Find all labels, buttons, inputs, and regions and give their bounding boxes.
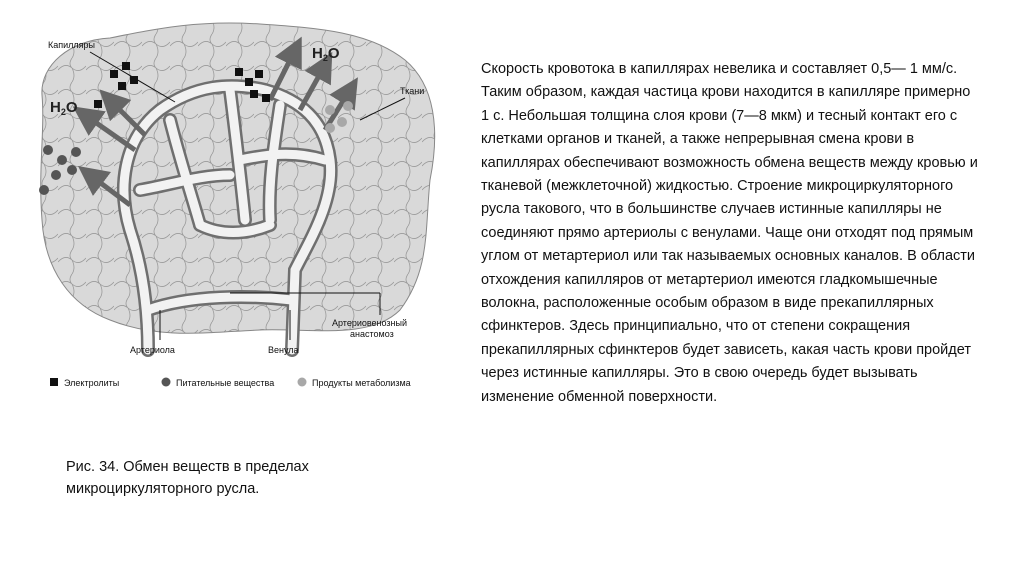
- legend-electrolyte-swatch: [50, 378, 58, 386]
- legend-nutrients: Питательные вещества: [176, 378, 275, 388]
- legend-nutrient-swatch: [162, 378, 171, 387]
- label-arteriole: Артериола: [130, 345, 175, 355]
- legend-electrolytes: Электролиты: [64, 378, 120, 388]
- figure-illustration: [30, 10, 445, 395]
- figure-caption: Рис. 34. Обмен веществ в пределах микроциркуляторного русла.: [66, 459, 309, 497]
- h2o-label-left: $H_2O$: [50, 99, 78, 117]
- label-capillaries: Капилляры: [48, 40, 95, 50]
- label-av-anastomosis-1: Артериовенозный: [332, 318, 408, 328]
- label-venule: Венула: [268, 345, 299, 355]
- microcirculation-figure: [30, 10, 445, 395]
- h2o-label-top: $H_2O$: [312, 45, 340, 63]
- legend-metabolism-products: Продукты метаболизма: [312, 378, 411, 388]
- body-text: [481, 58, 981, 409]
- body-paragraph: Скорость кровотока в капиллярах невелика и составляет 0,5— 1 мм/с. Таким образом, каждая частица крови находится в капилляре примерно 1 с. Небольшая толщина слоя крови (7—8 мкм) и тесный контакт его с клетками органов и тканей, а также непрерывная смена крови в капиллярах обеспечивают возможность обмена веществ между кровью и тканевой (межклеточной) жидкостью. Строение микроциркуляторного русла такового, что в большинстве случаев истинные капилляры не соединяют прямо артериолы с венулами. Чаще они отходят под прямым углом от метартериол или так называемых основных каналов. В области отхождения капилляров от метартериол имеются гладкомышечные волокна, расположенные особым образом в виде прекапиллярных сфинктеров. Здесь принципиально, что от степени сокращения прекапиллярных сфинктеров будет зависеть, какая часть крови пройдет через истинные капилляры. Это в свою очередь будет вызывать изменение обменной поверхности.: [481, 61, 978, 405]
- label-tissues: Ткани: [400, 86, 425, 96]
- legend-metabolite-swatch: [298, 378, 307, 387]
- label-av-anastomosis-2: анастомоз: [350, 329, 394, 339]
- figure-legend: [50, 378, 411, 389]
